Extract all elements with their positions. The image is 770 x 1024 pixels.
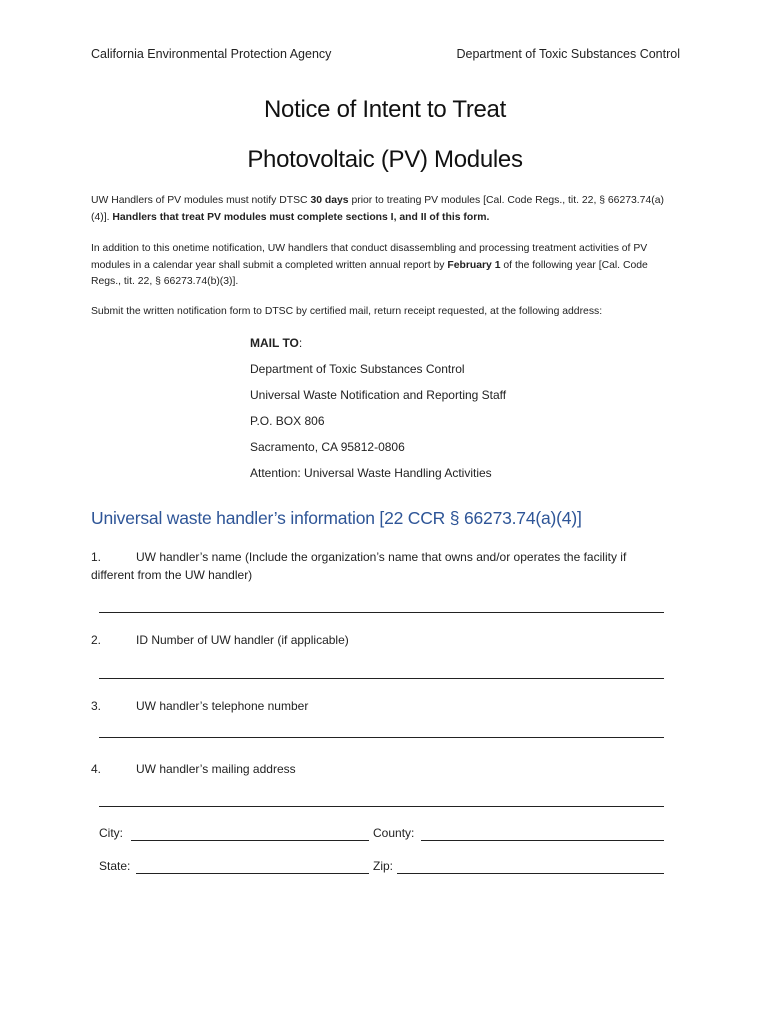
intro-p1-days: 30 days <box>310 195 349 206</box>
mail-address-line-2: Universal Waste Notification and Reporting Staff <box>250 388 507 402</box>
state-label: State: <box>99 859 131 873</box>
handler-id-number-field[interactable] <box>99 678 664 679</box>
county-label: County: <box>373 826 415 840</box>
mail-to-label: MAIL TO <box>250 336 299 350</box>
item-1-number: 1. <box>91 550 102 564</box>
mail-to-heading <box>250 336 302 350</box>
handler-telephone-field[interactable] <box>99 737 664 738</box>
item-2-number: 2. <box>91 633 102 647</box>
intro-p2-text-c: of the following year [Cal. Code Regs., tit. 22, § 66273.74(b)(3)]. <box>91 259 648 287</box>
intro-p2-text-a: In addition to this onetime notification, UW handlers that conduct disassembling and processing treatment activities of PV modules in a calendar year shall submit a completed written annual report by <box>91 243 648 271</box>
intro-p1-text-c: prior to treating PV modules [Cal. Code Regs., tit. 22, § 66273.74(a)(4)]. <box>91 195 664 223</box>
item-4-number: 4. <box>91 762 102 776</box>
header-department: Department of Toxic Substances Control <box>456 47 680 61</box>
mail-address-line-1: Department of Toxic Substances Control <box>250 362 465 376</box>
mail-to-colon: : <box>298 336 303 350</box>
page-title-line-1: Notice of Intent to Treat <box>264 96 506 123</box>
header-agency: California Environmental Protection Agency <box>91 47 332 61</box>
item-2-text: ID Number of UW handler (if applicable) <box>136 633 349 647</box>
state-field[interactable] <box>136 873 369 874</box>
item-3-text: UW handler’s telephone number <box>136 699 309 713</box>
intro-paragraph-1 <box>91 193 671 226</box>
item-1-label <box>91 548 671 584</box>
handler-name-field[interactable] <box>99 612 664 613</box>
item-1-text: UW handler’s name (Include the organization’s name that owns and/or operates the facility if different from the UW handler) <box>91 550 627 582</box>
section-heading-handler-info: Universal waste handler’s information [22 CCR § 66273.74(a)(4)] <box>91 508 582 528</box>
item-4-text: UW handler’s mailing address <box>136 762 296 776</box>
item-2-label <box>91 631 671 649</box>
mail-address-line-5: Attention: Universal Waste Handling Activities <box>250 466 492 480</box>
zip-label: Zip: <box>373 859 394 873</box>
county-field[interactable] <box>421 840 664 841</box>
intro-paragraph-2 <box>91 241 671 291</box>
intro-p1-text-a: UW Handlers of PV modules must notify DTSC <box>91 195 311 206</box>
city-field[interactable] <box>131 840 369 841</box>
city-label: City: <box>99 826 123 840</box>
intro-paragraph-3: Submit the written notification form to DTSC by certified mail, return receipt requested, at the following address: <box>91 306 603 317</box>
mail-address-line-3: P.O. BOX 806 <box>250 414 325 428</box>
page-title-line-2: Photovoltaic (PV) Modules <box>247 146 523 173</box>
item-4-label <box>91 760 671 778</box>
handler-mailing-address-field[interactable] <box>99 806 664 807</box>
intro-p1-requirement: Handlers that treat PV modules must complete sections I, and II of this form. <box>112 211 490 223</box>
mail-address-line-4: Sacramento, CA 95812-0806 <box>250 440 405 454</box>
intro-p2-deadline: February 1 <box>447 259 501 271</box>
zip-field[interactable] <box>397 873 664 874</box>
item-3-number: 3. <box>91 699 102 713</box>
item-3-label <box>91 697 671 715</box>
